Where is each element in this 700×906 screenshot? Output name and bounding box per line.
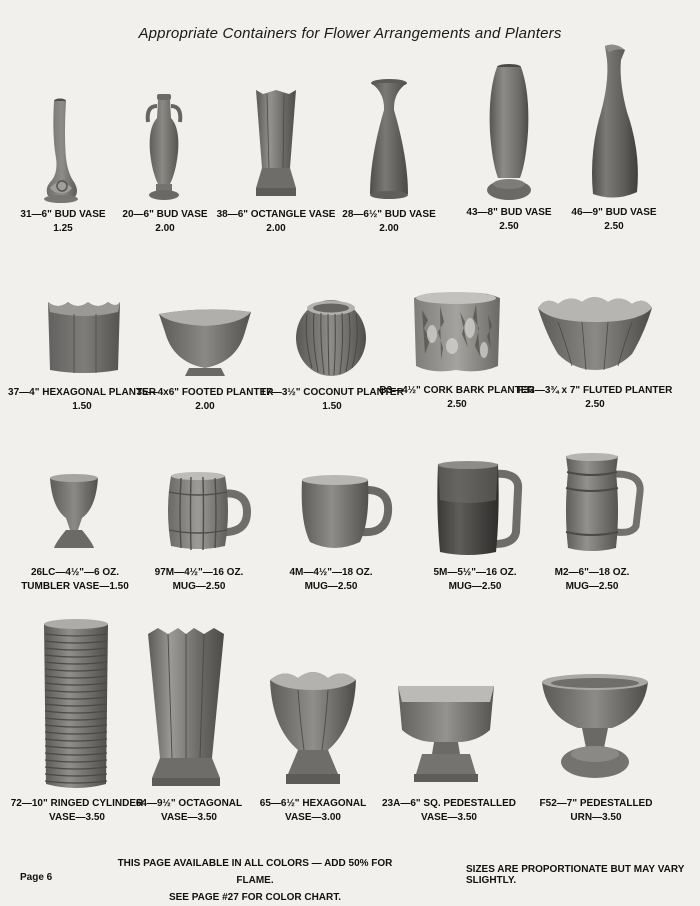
caption-97m-mug: 97M—4½"—16 OZ. MUG—2.50 xyxy=(154,567,244,592)
product-photo-35-footed-planter xyxy=(157,306,253,380)
product-photo-23a-sq-pedestalled-vase xyxy=(396,680,496,786)
caption-f52-pedestalled-urn: F52—7" PEDESTALLED URN—3.50 xyxy=(539,798,653,823)
product-photo-97m-mug xyxy=(165,470,251,554)
page-title: Appropriate Containers for Flower Arrangements and Planters xyxy=(138,25,562,42)
product-photo-43-bud-vase xyxy=(484,62,534,204)
caption-37-hexagonal-planter: 37—4" HEXAGONAL PLANTER 1.50 xyxy=(8,387,156,412)
caption-26lc-tumbler-vase: 26LC—4½"—6 OZ. TUMBLER VASE—1.50 xyxy=(21,567,129,592)
product-photo-38-octangle-vase xyxy=(253,86,299,202)
caption-46-bud-vase: 46—9" BUD VASE 2.50 xyxy=(571,207,657,232)
caption-f33-fluted-planter: F33—3¾ x 7" FLUTED PLANTER 2.50 xyxy=(517,385,673,410)
product-photo-65-hexagonal-vase xyxy=(268,670,358,788)
color-notice xyxy=(110,855,400,906)
product-photo-f33-fluted-planter xyxy=(536,294,654,374)
product-photo-m2-mug xyxy=(562,452,644,558)
caption-23a-sq-pedestalled-vase: 23A—6" SQ. PEDESTALLED VASE—3.50 xyxy=(381,798,517,823)
caption-31-bud-vase: 31—6" BUD VASE 1.25 xyxy=(20,209,106,234)
product-photo-26lc-tumbler-vase xyxy=(48,472,100,554)
product-photo-37-hexagonal-planter xyxy=(44,298,124,378)
product-photo-4m-mug xyxy=(298,472,394,554)
caption-28-bud-vase: 28—6½" BUD VASE 2.00 xyxy=(342,209,436,234)
product-photo-t7-coconut-planter xyxy=(294,298,368,378)
color-notice-line1: THIS PAGE AVAILABLE IN ALL COLORS — ADD 50% FOR FLAME. xyxy=(117,858,393,886)
caption-5m-mug: 5M—5½"—16 OZ. MUG—2.50 xyxy=(433,567,517,592)
caption-t7-coconut-planter: T7—3½" COCONUT PLANTER 1.50 xyxy=(260,387,404,412)
caption-65-hexagonal-vase: 65—6½" HEXAGONAL VASE—3.00 xyxy=(259,798,367,823)
product-photo-46-bud-vase xyxy=(587,42,641,202)
caption-72-ringed-cylinder-vase: 72—10" RINGED CYLINDER VASE—3.50 xyxy=(10,798,144,823)
product-photo-64-octagonal-vase xyxy=(146,626,226,790)
caption-43-bud-vase: 43—8" BUD VASE 2.50 xyxy=(466,207,552,232)
product-photo-72-ringed-cylinder-vase xyxy=(42,618,110,792)
product-photo-20-bud-vase xyxy=(142,92,186,204)
product-photo-5m-mug xyxy=(436,460,524,558)
caption-38-octangle-vase: 38—6" OCTANGLE VASE 2.00 xyxy=(216,209,336,234)
caption-35-footed-planter: 35—4x6" FOOTED PLANTER 2.00 xyxy=(136,387,274,412)
product-photo-28-bud-vase xyxy=(366,78,412,204)
product-photo-31-bud-vase xyxy=(38,96,82,204)
product-photo-f52-pedestalled-urn xyxy=(540,672,650,784)
product-photo-b3-cork-bark-planter xyxy=(410,288,504,376)
page-number: Page 6 xyxy=(20,872,53,883)
color-notice-line2: SEE PAGE #27 FOR COLOR CHART. xyxy=(168,892,342,903)
caption-20-bud-vase: 20—6" BUD VASE 2.00 xyxy=(122,209,208,234)
size-disclaimer: SIZES ARE PROPORTIONATE BUT MAY VARY SLIGHTLY. xyxy=(466,864,685,886)
caption-m2-mug: M2—6"—18 OZ. MUG—2.50 xyxy=(554,567,630,592)
caption-4m-mug: 4M—4½"—18 OZ. MUG—2.50 xyxy=(289,567,373,592)
caption-64-octagonal-vase: 64—9½" OCTAGONAL VASE—3.50 xyxy=(135,798,243,823)
caption-b3-cork-bark-planter: B3—4½" CORK BARK PLANTER 2.50 xyxy=(379,385,535,410)
